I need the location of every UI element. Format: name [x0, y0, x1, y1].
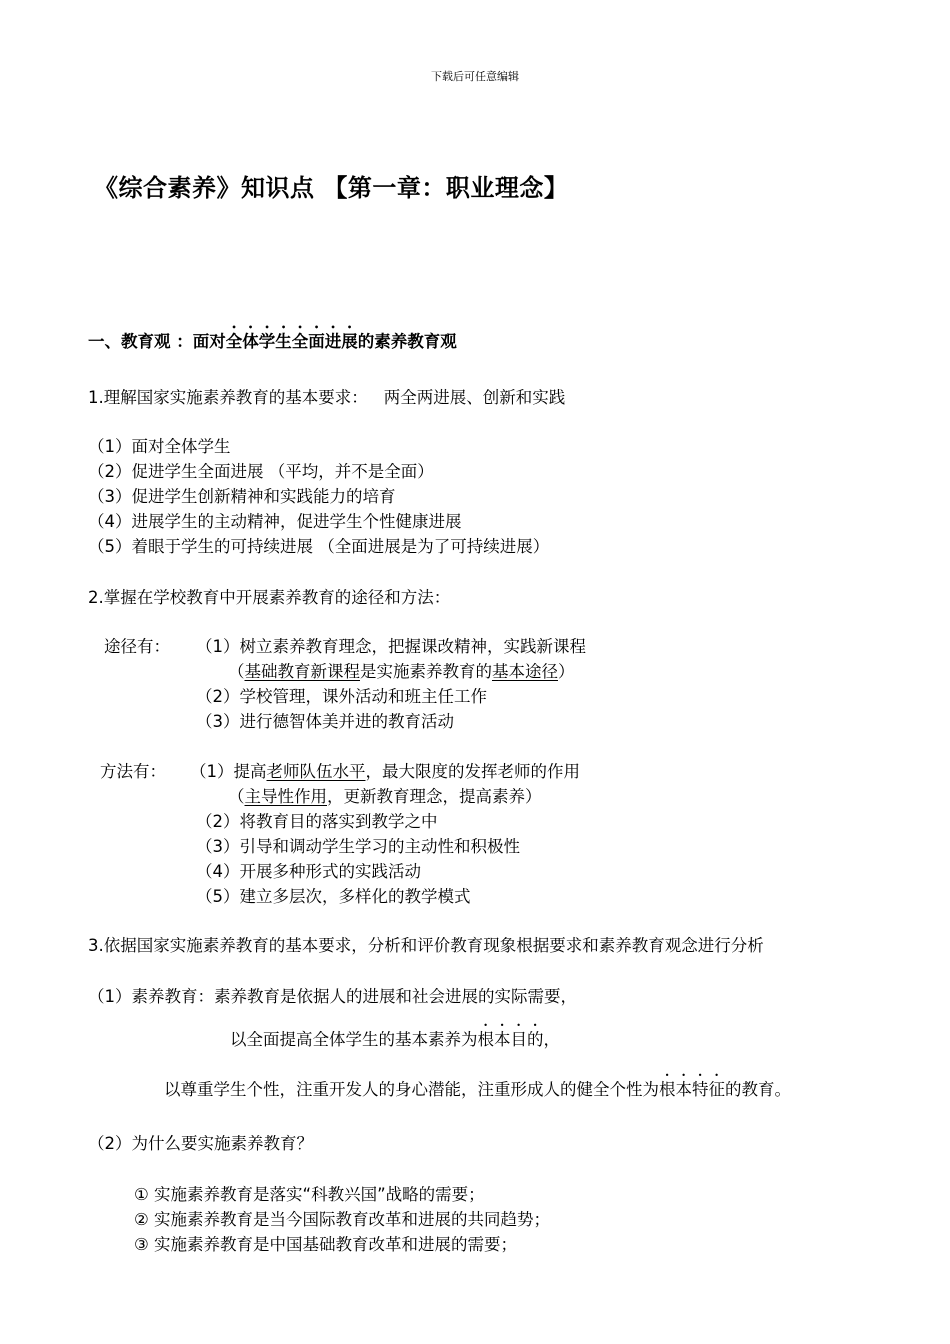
underlined-text: 基本途径: [492, 662, 558, 681]
item-text: （1）提高: [190, 762, 267, 781]
methods-note: [228, 783, 542, 807]
underlined-text: 老师队伍水平: [266, 762, 366, 781]
note-text: （: [228, 787, 245, 806]
emphasis-text: 根本目的: [477, 1030, 544, 1049]
list-item: （5）着眼于学生的可持续进展 （全面进展是为了可持续进展）: [88, 537, 550, 556]
point-3: 3.依据国家实施素养教育的基本要求，分析和评价教育现象根据要求和素养教育观念进行分析: [88, 936, 764, 955]
item-text: ，最大限度的发挥老师的作用: [365, 762, 580, 781]
emphasis-text: 根本特征: [659, 1080, 725, 1099]
underlined-text: 主导性作用: [244, 787, 327, 806]
methods-item: （4）开展多种形式的实践活动: [196, 862, 421, 881]
definition-line: [164, 1071, 791, 1100]
page-header: 下载后可任意编辑: [431, 70, 519, 83]
def-text: 的教育。: [725, 1080, 791, 1099]
emphasis-text: 全面进展: [291, 332, 358, 351]
note-text: 是实施素养教育的: [360, 662, 492, 681]
note-text: （: [228, 662, 245, 681]
methods-item: （5）建立多层次，多样化的教学模式: [196, 887, 471, 906]
ways-item: （2）学校管理，课外活动和班主任工作: [196, 687, 487, 706]
ways-note: [228, 658, 575, 682]
methods-item: （3）引导和调动学生学习的主动性和积极性: [196, 837, 520, 856]
emphasis-text: 全体学生: [225, 332, 292, 351]
point-tail: 两全两进展、创新和实践: [383, 388, 566, 407]
list-item: （1）面对全体学生: [88, 437, 231, 456]
list-item: （3）促进学生创新精神和实践能力的培育: [88, 487, 396, 506]
section-heading-education-view: [88, 323, 457, 352]
why-question: （2）为什么要实施素养教育？: [88, 1134, 313, 1153]
def-text: 以尊重学生个性，注重开发人的身心潜能，注重形成人的健全个性为: [164, 1080, 659, 1099]
heading-text: 的素养教育观: [357, 332, 457, 351]
methods-item: （2）将教育目的落实到教学之中: [196, 812, 438, 831]
underlined-text: 基础教育新课程: [244, 662, 360, 681]
heading-text: 一、教育观 ：面对: [88, 332, 226, 351]
why-item: ③ 实施素养教育是中国基础教育改革和进展的需要；: [134, 1235, 518, 1254]
list-item: （2）促进学生全面进展 （平均，并不是全面）: [88, 462, 434, 481]
ways-label: 途径有：: [104, 637, 170, 656]
point-2: 2.掌握在学校教育中开展素养教育的途径和方法：: [88, 588, 451, 607]
why-item: ① 实施素养教育是落实“科教兴国”战略的需要；: [134, 1185, 485, 1204]
definition-line: [230, 1021, 560, 1050]
def-text: ，: [543, 1030, 560, 1049]
list-item: （4）进展学生的主动精神，促进学生个性健康进展: [88, 512, 462, 531]
methods-label: 方法有：: [100, 762, 166, 781]
note-text: ）: [558, 662, 575, 681]
point-label: 1.理解国家实施素养教育的基本要求：: [88, 388, 368, 407]
ways-item: （3）进行德智体美并进的教育活动: [196, 712, 454, 731]
point-1: [88, 384, 565, 408]
def-text: 以全面提高全体学生的基本素养为: [230, 1030, 478, 1049]
methods-item: [190, 758, 580, 782]
ways-item: （1）树立素养教育理念，把握课改精神，实践新课程: [196, 637, 586, 656]
note-text: ，更新教育理念，提高素养）: [327, 787, 542, 806]
why-item: ② 实施素养教育是当今国际教育改革和进展的共同趋势；: [134, 1210, 551, 1229]
definition-line: （1）素养教育：素养教育是依据人的进展和社会进展的实际需要，: [88, 987, 577, 1006]
page-title: 《综合素养》知识点 【第一章：职业理念】: [94, 174, 569, 202]
